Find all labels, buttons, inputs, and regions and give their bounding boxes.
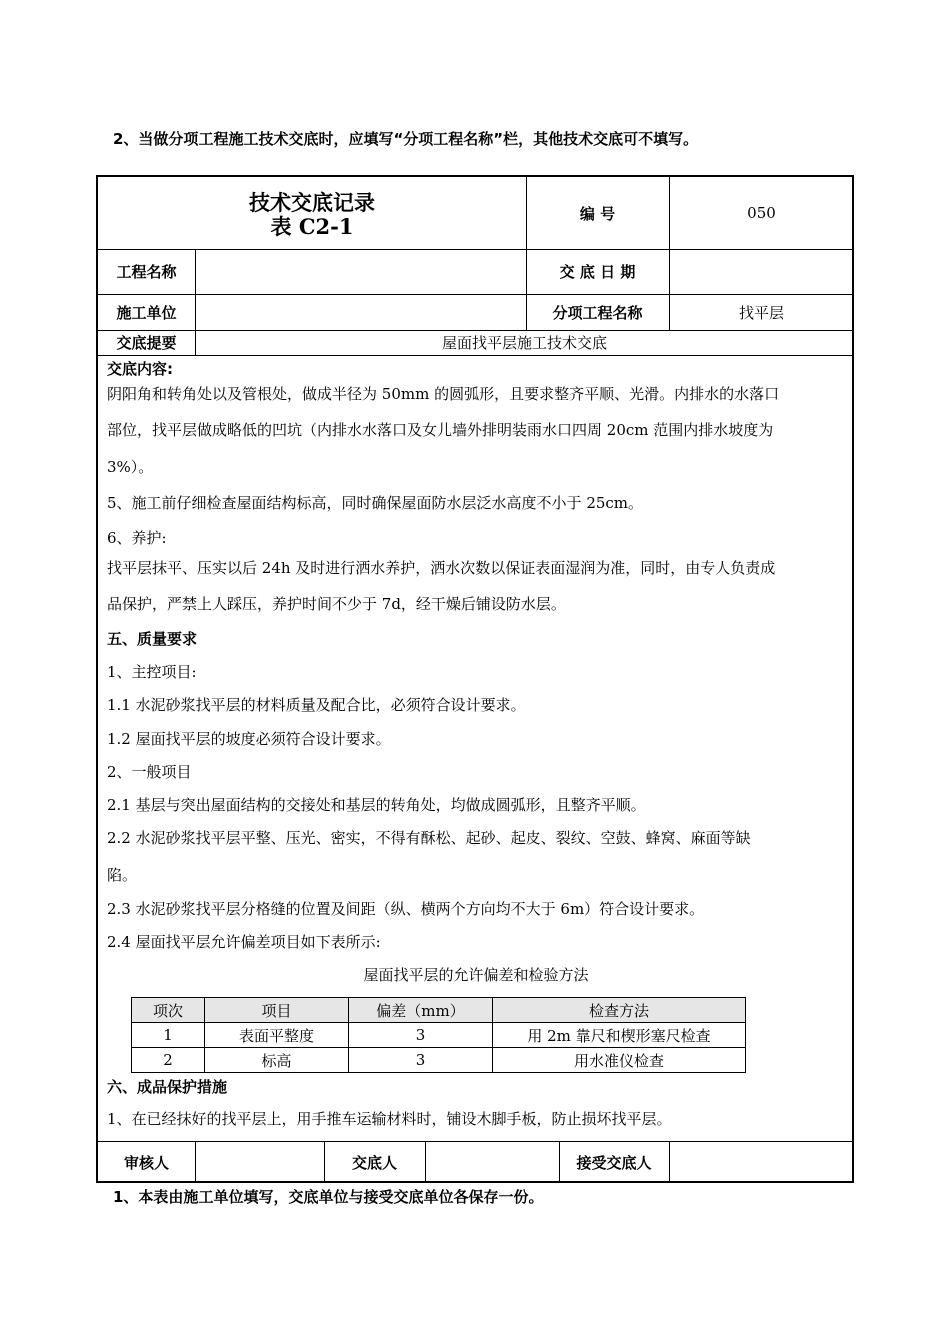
discloser-label: 交底人 — [351, 1153, 397, 1172]
content-line: 1、在已经抹好的找平层上，用手推车运输材料时，铺设木脚手板，防止损坏找平层。 — [107, 1110, 672, 1128]
table-cell: 2 — [132, 1048, 205, 1073]
summary-label: 交底提要 — [116, 334, 177, 352]
top-note: 2、当做分项工程施工技术交底时，应填写“分项工程名称”栏，其他技术交底可不填写。 — [113, 130, 699, 148]
table-cell: 表面平整度 — [205, 1023, 349, 1048]
reviewer-field[interactable] — [195, 1141, 324, 1183]
number-label: 编 号 — [579, 204, 616, 223]
form-number: 表 C2-1 — [270, 214, 354, 239]
table-header: 偏差（mm） — [349, 998, 493, 1023]
receiver-label: 接受交底人 — [576, 1153, 652, 1172]
reviewer-label: 审核人 — [123, 1153, 169, 1172]
content-line: 2.1 基层与突出屋面结构的交接处和基层的转角处，均做成圆弧形，且整齐平顺。 — [107, 796, 646, 814]
date-field[interactable] — [669, 249, 854, 294]
subitem-field[interactable]: 找平层 — [738, 303, 784, 322]
content-line: 部位，找平层做成略低的凹坑（内排水水落口及女儿墙外排明装雨水口四周 20cm 范围内排水坡度为 — [107, 421, 774, 439]
content-line: 品保护，严禁上人踩压，养护时间不少于 7d，经干燥后铺设防水层。 — [107, 595, 566, 613]
section6-heading: 六、成品保护措施 — [107, 1078, 228, 1096]
table-header: 项目 — [205, 998, 349, 1023]
form-title: 技术交底记录 — [249, 190, 375, 215]
summary-field[interactable]: 屋面找平层施工技术交底 — [441, 334, 607, 352]
table-caption: 屋面找平层的允许偏差和检验方法 — [363, 966, 589, 984]
unit-label: 施工单位 — [116, 303, 177, 322]
content-line: 5、施工前仔细检查屋面结构标高，同时确保屋面防水层泛水高度不小于 25cm。 — [107, 494, 644, 512]
receiver-field[interactable] — [669, 1141, 854, 1183]
divider — [98, 355, 852, 356]
table-cell: 3 — [349, 1048, 493, 1073]
disclosure-form — [96, 175, 854, 1183]
content-line: 2.3 水泥砂浆找平层分格缝的位置及间距（纵、横两个方向均不大于 6m）符合设计要求。 — [107, 900, 705, 918]
date-label: 交 底 日 期 — [559, 263, 636, 281]
content-line: 找平层抹平、压实以后 24h 及时进行洒水养护，洒水次数以保证表面湿润为准，同时，由专人负责成 — [107, 559, 776, 577]
project-name-field[interactable] — [195, 249, 526, 294]
content-line: 2、一般项目 — [107, 763, 192, 781]
subitem-label: 分项工程名称 — [552, 303, 643, 322]
table-header-row — [132, 998, 746, 1023]
project-name-label: 工程名称 — [116, 263, 177, 281]
table-header: 检查方法 — [493, 998, 746, 1023]
content-line: 3%）。 — [107, 458, 154, 476]
table-cell: 1 — [132, 1023, 205, 1048]
content-line: 6、养护: — [107, 529, 167, 547]
table-cell: 3 — [349, 1023, 493, 1048]
table-row — [132, 1023, 746, 1048]
discloser-field[interactable] — [425, 1141, 559, 1183]
content-line: 阴阳角和转角处以及管根处，做成半径为 50mm 的圆弧形，且要求整齐平顺、光滑。内排水的水落口 — [107, 385, 780, 403]
table-header: 项次 — [132, 998, 205, 1023]
content-heading: 交底内容: — [107, 360, 173, 378]
content-line: 2.4 屋面找平层允许偏差项目如下表所示: — [107, 933, 381, 951]
section5-heading: 五、质量要求 — [107, 630, 198, 648]
content-line: 1.2 屋面找平层的坡度必须符合设计要求。 — [107, 730, 391, 748]
number-value[interactable]: 050 — [747, 204, 776, 222]
table-cell: 标高 — [205, 1048, 349, 1073]
table-cell: 用 2m 靠尺和楔形塞尺检查 — [493, 1023, 746, 1048]
content-line: 陷。 — [107, 866, 138, 884]
table-cell: 用水准仪检查 — [493, 1048, 746, 1073]
content-line: 2.2 水泥砂浆找平层平整、压光、密实，不得有酥松、起砂、起皮、裂纹、空鼓、蜂窝、麻面等缺 — [107, 829, 751, 847]
content-line: 1.1 水泥砂浆找平层的材料质量及配合比，必须符合设计要求。 — [107, 696, 526, 714]
unit-field[interactable] — [195, 294, 526, 330]
content-line: 1、主控项目: — [107, 663, 197, 681]
table-row — [132, 1048, 746, 1073]
deviation-table — [131, 997, 746, 1073]
bottom-note: 1、本表由施工单位填写，交底单位与接受交底单位各保存一份。 — [113, 1188, 544, 1206]
